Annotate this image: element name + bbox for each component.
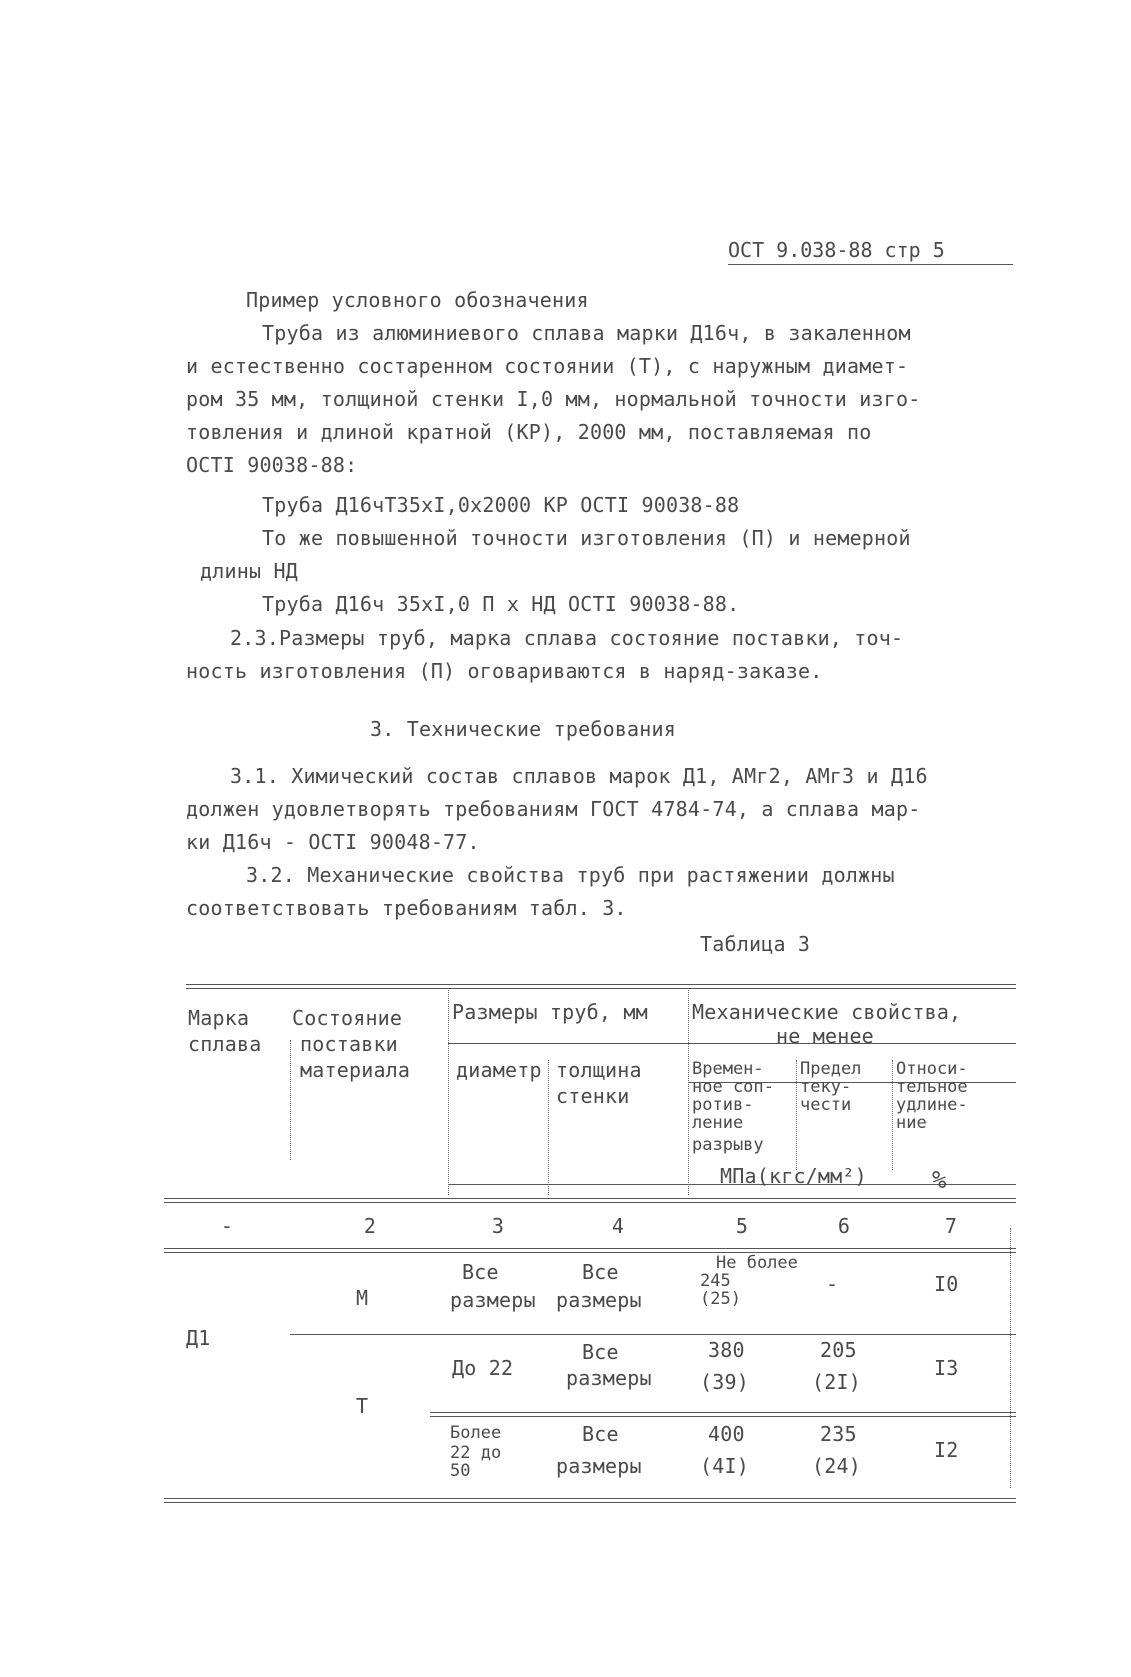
column-divider <box>290 1040 291 1160</box>
col-number: - <box>220 1214 234 1238</box>
header-tensile: ротив- <box>692 1095 754 1115</box>
header-state: Состояние <box>292 1006 403 1030</box>
table-top-border <box>186 984 1016 989</box>
header-mech: Механические свойства, <box>692 1000 962 1024</box>
header-elongation: Относи- <box>896 1059 968 1079</box>
thickness-cell: размеры <box>556 1288 642 1312</box>
text-line: Труба из алюминиевого сплава марки Д16ч, в закаленном <box>262 321 911 345</box>
yield-cell: (24) <box>812 1454 861 1478</box>
header-grade: Марка <box>188 1006 250 1030</box>
designation-line: Труба Д16ч 35хI,0 П х НД ОСТI 90038-88. <box>262 592 740 616</box>
header-tensile: ление <box>692 1113 744 1133</box>
tensile-cell: (4I) <box>700 1454 749 1478</box>
col-number: 3 <box>491 1214 505 1238</box>
col-number: 4 <box>611 1214 625 1238</box>
table-rule <box>430 1412 1016 1417</box>
header-tensile: ное соп- <box>692 1077 774 1097</box>
header-tensile: разрыву <box>692 1135 764 1155</box>
tensile-cell: 380 <box>708 1338 745 1362</box>
header-grade-2: сплава <box>188 1032 262 1056</box>
thickness-cell: Все <box>582 1260 619 1284</box>
text-line: То же повышенной точности изготовления (П) и немерной <box>262 526 911 550</box>
header-yield: теку- <box>800 1077 852 1097</box>
clause-3-1: 3.1. Химический состав сплавов марок Д1, АМг2, АМг3 и Д16 <box>230 764 928 788</box>
page-header: ОСТ 9.038-88 стр 5 <box>728 238 945 262</box>
header-thickness: толщина <box>556 1058 642 1082</box>
col-number: 7 <box>944 1214 958 1238</box>
header-elongation: тельное <box>896 1077 968 1097</box>
column-divider <box>548 1060 549 1195</box>
diameter-cell: Более <box>450 1423 502 1443</box>
diameter-cell: 50 <box>450 1461 471 1481</box>
text-line: должен удовлетворять требованиям ГОСТ 4784-74, а сплава мар- <box>186 797 921 821</box>
thickness-cell: Все <box>582 1340 619 1364</box>
elongation-cell: I3 <box>934 1356 959 1380</box>
table-numbering-bottom <box>164 1248 1016 1253</box>
table-bottom-border <box>164 1498 1016 1503</box>
text-line: товления и длиной кратной (КР), 2000 мм, поставляемая по <box>186 420 872 444</box>
text-line: ром 35 мм, толщиной стенки I,0 мм, нормальной точности изго- <box>186 387 921 411</box>
text-line: ОСТI 90038-88: <box>186 453 358 477</box>
elongation-cell: I2 <box>934 1438 959 1462</box>
header-elongation: удлине- <box>896 1095 968 1115</box>
thickness-cell: Все <box>582 1422 619 1446</box>
diameter-cell: 22 до <box>450 1443 502 1463</box>
column-divider <box>892 1060 893 1170</box>
thickness-cell: размеры <box>566 1366 652 1390</box>
header-thickness-2: стенки <box>556 1084 630 1108</box>
header-tensile: Времен- <box>692 1059 764 1079</box>
col-number: 6 <box>837 1214 851 1238</box>
header-diameter: диаметр <box>456 1058 542 1082</box>
col-number: 2 <box>363 1214 377 1238</box>
header-state-3: материала <box>300 1058 411 1082</box>
tensile-cell: Не более <box>716 1253 798 1273</box>
diameter-cell: размеры <box>450 1288 536 1312</box>
header-units: МПа(кгс/мм²) <box>720 1164 867 1188</box>
state-cell: Т <box>356 1394 369 1418</box>
diameter-cell: Все <box>462 1260 499 1284</box>
tensile-cell: 245 <box>700 1271 731 1291</box>
yield-cell: (2I) <box>812 1370 861 1394</box>
header-yield: Предел <box>800 1059 862 1079</box>
text-line: соответствовать требованиям табл. 3. <box>186 896 627 920</box>
col-number: 5 <box>735 1214 749 1238</box>
clause-2-3: 2.3.Размеры труб, марка сплава состояние поставки, точ- <box>230 626 904 650</box>
table-header-bottom <box>164 1198 1016 1203</box>
tensile-cell: (39) <box>700 1370 749 1394</box>
table-caption: Таблица 3 <box>700 932 811 956</box>
header-state-2: поставки <box>300 1032 398 1056</box>
header-percent: % <box>932 1166 947 1194</box>
diameter-cell: До 22 <box>452 1356 514 1380</box>
text-line: ность изготовления (П) оговариваются в наряд-заказе. <box>186 659 823 683</box>
clause-3-2: 3.2. Механические свойства труб при растяжении должны <box>246 863 895 887</box>
header-elongation: ние <box>896 1113 927 1133</box>
column-divider <box>688 990 689 1195</box>
text-line: длины НД <box>200 559 298 583</box>
yield-cell: 235 <box>820 1422 857 1446</box>
table-rule <box>448 1043 1016 1044</box>
designation-line: Труба Д16чТ35хI,0х2000 КР ОСТI 90038-88 <box>262 493 740 517</box>
tensile-cell: (25) <box>700 1289 741 1309</box>
tensile-cell: 400 <box>708 1422 745 1446</box>
header-not-less: не менее <box>776 1024 874 1048</box>
header-yield: чести <box>800 1095 852 1115</box>
column-divider <box>796 1060 797 1170</box>
header-underline <box>728 264 1013 265</box>
grade-cell: Д1 <box>186 1326 211 1350</box>
table-rule <box>290 1334 1016 1335</box>
section-title: 3. Технические требования <box>370 717 677 741</box>
yield-cell: 205 <box>820 1338 857 1362</box>
thickness-cell: размеры <box>556 1454 642 1478</box>
text-line: ки Д16ч - ОСТI 90048-77. <box>186 830 480 854</box>
state-cell: М <box>356 1286 369 1310</box>
text-line: и естественно состаренном состоянии (Т), с наружным диамет- <box>186 354 909 378</box>
table-right-edge <box>1010 1228 1011 1488</box>
yield-cell: - <box>826 1272 839 1296</box>
column-divider <box>448 990 449 1195</box>
example-title: Пример условного обозначения <box>246 288 589 312</box>
header-sizes: Размеры труб, мм <box>452 1000 648 1024</box>
elongation-cell: I0 <box>934 1272 959 1296</box>
